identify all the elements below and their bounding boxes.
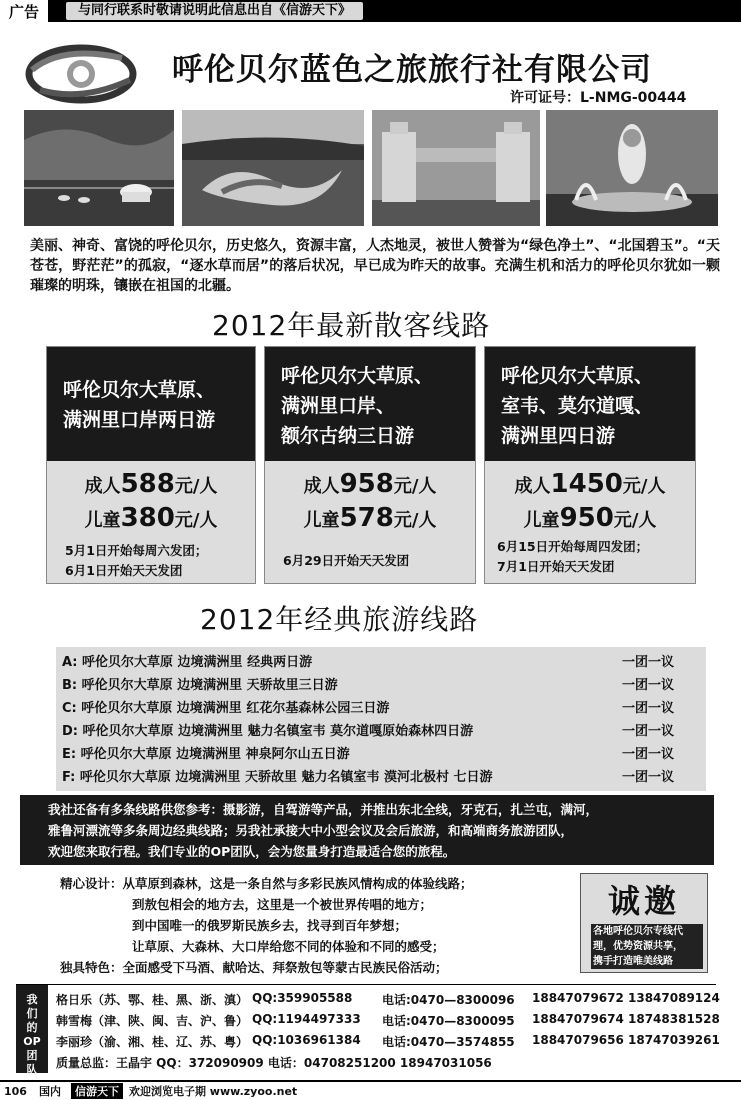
more-line: 我社还备有多条线路供您参考：摄影游，自驾游等产品，并推出东北全线，牙克石，扎兰屯，满河， — [48, 802, 599, 817]
swirl-logo-icon — [22, 40, 140, 108]
route-title-line: 室韦、莫尔道嘎、 — [501, 395, 654, 417]
route-schedule: 5月1日开始每周六发团； 6月1日开始天天发团 — [65, 543, 208, 578]
footer-section: 国内 — [38, 1085, 61, 1098]
route-schedule: 6月15日开始每周四发团； 7月1日开始天天发团 — [497, 539, 649, 574]
route-title-line: 满洲里口岸、 — [281, 395, 396, 417]
route-card[interactable] — [264, 346, 476, 584]
page-footer — [0, 1080, 741, 1100]
photo-grassland-yurts — [24, 110, 174, 226]
design-notes: 精心设计：从草原到森林，这是一条自然与多彩民族风情构成的体验线路； 到敖包相会的地方去，这里是一个被世界传唱的地方； 到中国唯一的俄罗斯民族乡去，找寻到百年梦想； 让草原、大森林、大口岸给您不同的体验和不同的感受； 独具特色：全面感受下马酒、献哈达、拜祭敖包等蒙古民族民俗活动； — [60, 876, 473, 975]
classic-route-item[interactable]: C: 呼伦贝尔大草原 边境满洲里 红花尔基森林公园三日游 一团一议 — [62, 701, 675, 716]
classic-route-item[interactable]: A: 呼伦贝尔大草原 边境满洲里 经典两日游 一团一议 — [62, 655, 675, 670]
child-price: 380 — [120, 503, 175, 533]
op-team: 我 们 的 OP 团 队 格日乐（苏、鄂、桂、黑、浙、滇） QQ:359905588 电话:0470—8300096 18847079672 13847089124 韩雪梅（津、陕、闽、吉、沪、鲁） QQ:1194497333 电话:0470—8300095 18847079674 18748381528 李丽珍（渝、湘、桂、辽、苏、粤） QQ:1036961384 电话:0470—3574855 18847079656 18747039261 质量总监：王晶宇 QQ：372090909 电话：04708251200 18947031056 — [16, 984, 716, 1072]
route-card[interactable] — [46, 346, 256, 584]
quality-director: 质量总监：王晶宇 QQ：372090909 电话：04708251200 18947031056 — [56, 1056, 492, 1070]
route-schedule: 6月29日开始天天发团 — [283, 553, 410, 568]
company-name: 呼伦贝尔蓝色之旅旅行社有限公司 — [172, 52, 652, 88]
child-price: 950 — [559, 503, 614, 533]
photo-river-bend — [182, 110, 364, 226]
invite-title: 诚邀 — [607, 882, 680, 920]
route-title-line: 呼伦贝尔大草原、 — [501, 365, 654, 387]
footer-brand: 信游天下 — [71, 1083, 123, 1099]
adult-price: 958 — [339, 469, 394, 499]
adult-price-row: 成人588元/人 — [84, 469, 218, 499]
adult-price-row: 成人1450元/人 — [514, 469, 666, 499]
route-card-title — [485, 347, 695, 461]
intro-text-1: 美丽、神奇、富饶的 — [30, 238, 156, 254]
classic-route-item[interactable]: D: 呼伦贝尔大草原 边境满洲里 魅力名镇室韦 莫尔道嘎原始森林四日游 一团一议 — [62, 724, 675, 739]
adult-price: 588 — [120, 469, 175, 499]
classic-route-item[interactable]: B: 呼伦贝尔大草原 边境满洲里 天骄故里三日游 一团一议 — [62, 678, 675, 693]
top-banner — [0, 0, 741, 22]
route-title-line: 满洲里四日游 — [501, 425, 616, 447]
invite-box — [580, 873, 708, 973]
intro-text-2: ，历史悠久，资源丰富，人杰地灵，被世人赞誉为“绿色净土”、“北国碧玉”。“天苍苍，野茫茫”的孤寂，“逐水草而居”的落后状况，早已成为昨天的故事。充满生机和活力的呼伦贝尔犹如一颗璀璨的明珠，镶嵌在祖国的北疆。 — [30, 238, 721, 294]
route-title-line: 呼伦贝尔大草原、 — [63, 379, 216, 401]
classic-route-item[interactable]: E: 呼伦贝尔大草原 边境满洲里 神泉阿尔山五日游 一团一议 — [62, 747, 675, 762]
child-price-row: 儿童578元/人 — [303, 503, 437, 533]
route-card-body — [47, 463, 255, 583]
adult-price: 1450 — [550, 469, 623, 499]
intro-highlight: 呼伦贝尔 — [156, 238, 212, 254]
classic-route-item[interactable]: F: 呼伦贝尔大草原 边境满洲里 天骄故里 魅力名镇室韦 漠河北极村 七日游 一团一议 — [62, 770, 675, 785]
route-title-line: 呼伦贝尔大草原、 — [281, 365, 434, 387]
photo-strip — [24, 110, 718, 228]
photo-matryoshka-fountain — [546, 110, 718, 226]
classic-routes-title: 2012年经典旅游线路 — [200, 603, 479, 636]
child-price-row: 儿童950元/人 — [523, 503, 657, 533]
license-number: 许可证号：L-NMG-00444 — [510, 90, 687, 106]
page-number: 106 — [4, 1084, 27, 1098]
more-line: 雅鲁河漂流等多条周边经典线路；另我社承接大中小型会议及会后旅游，和高端商务旅游团队， — [48, 823, 574, 838]
footer-site[interactable]: 欢迎浏览电子期 www.zyoo.net — [128, 1085, 298, 1098]
route-card-title — [265, 347, 475, 461]
classic-routes-list — [56, 647, 706, 791]
header-notice: 与同行联系时敬请说明此信息出自《信游天下》 — [66, 2, 363, 20]
intro-paragraph — [30, 236, 720, 296]
route-title-line: 满洲里口岸两日游 — [63, 409, 216, 431]
route-card-title — [47, 347, 255, 461]
ad-tag: 广告 — [0, 0, 50, 22]
invite-subtitle: 各地呼伦贝尔专线代 理，优势资源共享， 携手打造唯美线路 — [591, 924, 703, 969]
route-card-body — [485, 463, 695, 583]
op-team-label: 我 们 的 OP 团 队 — [16, 985, 48, 1073]
child-price: 578 — [339, 503, 394, 533]
more-routes-box — [20, 795, 714, 865]
adult-price-row: 成人958元/人 — [303, 469, 437, 499]
more-line: 欢迎您来取行程。我们专业的OP团队，会为您量身打造最适合您的旅程。 — [48, 844, 456, 859]
route-title-line: 额尔古纳三日游 — [281, 425, 415, 447]
photo-border-gate — [372, 110, 540, 226]
route-card[interactable] — [484, 346, 696, 584]
child-price-row: 儿童380元/人 — [84, 503, 218, 533]
route-card-body — [265, 463, 475, 583]
latest-routes-title: 2012年最新散客线路 — [212, 309, 491, 342]
